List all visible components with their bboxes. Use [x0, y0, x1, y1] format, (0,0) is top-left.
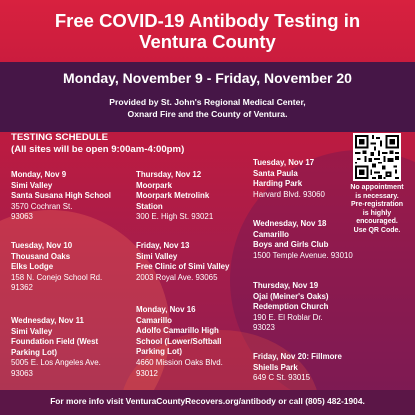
- site-venue-detail: Parking Lot): [11, 347, 58, 357]
- site-zip: 93012: [136, 368, 158, 378]
- site-zip: 93063: [11, 368, 33, 378]
- site-venue-detail: School (Lower/Softball: [136, 336, 222, 346]
- provider-line: Oxnard Fire and the County of Ventura.: [127, 109, 288, 119]
- site-city: Santa Paula: [253, 168, 298, 178]
- site-address: 2003 Royal Ave. 93065: [136, 272, 218, 282]
- testing-site: [253, 219, 353, 261]
- flyer-title: [0, 10, 415, 52]
- site-address: 1500 Temple Avenue. 93010: [253, 250, 353, 260]
- testing-site: [11, 241, 102, 294]
- testing-site: [136, 305, 223, 379]
- site-city: Camarillo: [253, 229, 289, 239]
- site-zip: 93063: [11, 212, 33, 222]
- site-address: 4660 Mission Oaks Blvd.: [136, 357, 223, 367]
- site-venue: Shiells Park: [253, 362, 298, 372]
- site-address: 190 E. El Roblar Dr.: [253, 312, 323, 322]
- site-venue: Free Clinic of Simi Valley: [136, 262, 230, 272]
- provider-line: Provided by St. John's Regional Medical Center,: [109, 97, 306, 107]
- site-venue-detail: Station: [136, 201, 163, 211]
- appointment-note: [342, 184, 412, 236]
- note-line: is necessary.: [355, 192, 399, 200]
- schedule-title: TESTING SCHEDULE: [11, 132, 109, 143]
- qr-code[interactable]: [353, 133, 401, 181]
- site-day: Monday, Nov 9: [11, 170, 67, 179]
- site-day: Wednesday, Nov 18: [253, 219, 327, 228]
- site-day: Monday, Nov 16: [136, 305, 196, 314]
- testing-site: [136, 170, 213, 223]
- site-city: Simi Valley: [11, 326, 53, 336]
- site-city: Camarillo: [136, 315, 172, 325]
- note-line: encouraged.: [356, 218, 398, 226]
- site-day: Thursday, Nov 19: [253, 281, 319, 290]
- provider-text: [0, 96, 415, 120]
- note-line: is highly: [362, 209, 392, 217]
- date-range: Monday, November 9 - Friday, November 20: [63, 70, 352, 86]
- site-day: Wednesday, Nov 11: [11, 316, 84, 325]
- site-venue: Adolfo Camarillo High: [136, 326, 219, 336]
- schedule-heading: [11, 132, 184, 156]
- qr-code-icon: [353, 133, 401, 181]
- site-address: Harvard Blvd. 93060: [253, 189, 325, 199]
- note-line: Pre-registration: [350, 201, 404, 209]
- site-city: Thousand Oaks: [11, 251, 71, 261]
- site-zip: 93023: [253, 323, 275, 333]
- site-day: Friday, Nov 13: [136, 241, 190, 250]
- site-day: Friday, Nov 20: Fillmore: [253, 352, 342, 361]
- site-venue: Santa Susana High School: [11, 191, 111, 201]
- note-line: Use QR Code.: [353, 226, 401, 234]
- testing-site: [253, 158, 325, 200]
- testing-site: [11, 170, 111, 223]
- schedule-hours: (All sites will be open 9:00am-4:00pm): [11, 144, 185, 155]
- site-address: 300 E. High St. 93021: [136, 212, 214, 222]
- site-venue: Foundation Field (West: [11, 337, 99, 347]
- site-address: 158 N. Conejo School Rd.: [11, 272, 103, 282]
- site-venue: Elks Lodge: [11, 262, 54, 272]
- testing-site: [253, 281, 329, 334]
- title-line: Free COVID-19 Antibody Testing in: [54, 10, 361, 31]
- site-city: Ojai (Meiner's Oaks): [253, 291, 329, 301]
- site-city: Simi Valley: [11, 180, 53, 190]
- title-line: Ventura County: [139, 31, 276, 52]
- site-address: 649 C St. 93015: [253, 373, 311, 383]
- site-venue: Moorpark Metrolink: [136, 191, 210, 201]
- site-city: Moorpark: [136, 180, 172, 190]
- testing-site: [136, 241, 229, 283]
- site-address: 5005 E. Los Angeles Ave.: [11, 358, 101, 368]
- testing-site: [11, 316, 101, 380]
- testing-site: [253, 352, 342, 384]
- footer-info: For more info visit VenturaCountyRecovers.org/antibody or call (805) 482-1904.: [50, 396, 365, 406]
- site-zip: 91362: [11, 283, 33, 293]
- site-venue-detail: Parking Lot): [136, 347, 183, 357]
- site-day: Tuesday, Nov 17: [253, 158, 315, 167]
- site-day: Tuesday, Nov 10: [11, 241, 73, 250]
- site-venue: Harding Park: [253, 179, 303, 189]
- site-city: Simi Valley: [136, 251, 178, 261]
- note-line: No appointment: [350, 184, 404, 191]
- site-venue: Redemption Church: [253, 302, 329, 312]
- site-address: 3570 Cochran St.: [11, 201, 73, 211]
- site-venue: Boys and Girls Club: [253, 240, 329, 250]
- site-day: Thursday, Nov 12: [136, 170, 202, 179]
